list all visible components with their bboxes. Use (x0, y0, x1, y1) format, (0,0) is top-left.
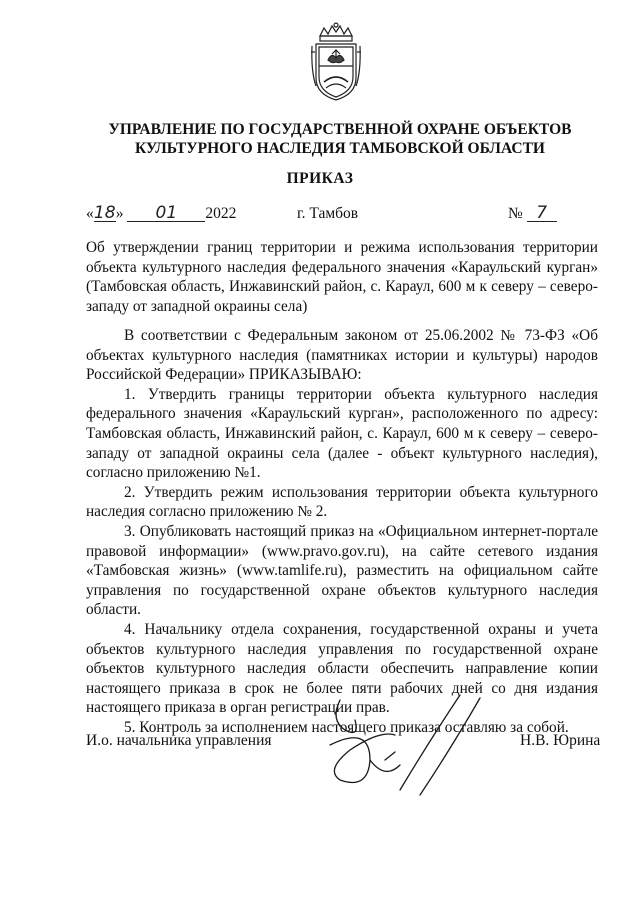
organization-name-line2: КУЛЬТУРНОГО НАСЛЕДИЯ ТАМБОВСКОЙ ОБЛАСТИ (135, 140, 545, 157)
preamble: В соответствии с Федеральным законом от 25.06.2002 № 73-ФЗ «Об объектах культурного наследия (памятниках истории и культуры) народов Российской Федерации» ПРИКАЗЫВАЮ: (86, 327, 598, 384)
document-date (86, 205, 236, 223)
date-quote-open: « (86, 205, 94, 222)
order-item-4: 4. Начальнику отдела сохранения, государственной охраны и учета объектов культурного наследия управления по государственной охране объектов культурного наследия области обеспечить направление копии настоящего приказа в срок не более пяти рабочих дней со дня издания настоящего приказа в орган регистрации прав. (86, 620, 598, 717)
document-number (508, 205, 557, 223)
signatory-position: И.о. начальника управления (86, 732, 272, 749)
order-item-1: 1. Утвердить границы территории объекта культурного наследия федерального значения «Караульский курган», расположенного по адресу: Тамбовская область, Инжавинский район, с. Караул, 600 м к северу – северо-западу от западной окраины села (далее - объект культурного наследия), согласно приложению №1. (86, 385, 598, 482)
date-year: 2022 (205, 205, 237, 222)
date-quote-close: » (115, 205, 124, 222)
document-city: г. Тамбов (297, 205, 359, 222)
document-type: ПРИКАЗ (286, 170, 354, 187)
order-item-5: 5. Контроль за исполнением настоящего приказа оставляю за собой. (124, 718, 569, 736)
signatory-name: Н.В. Юрина (520, 732, 601, 749)
date-month: 01 (127, 205, 205, 222)
tambov-coat-of-arms-icon (310, 22, 362, 104)
handwritten-signature (300, 690, 520, 800)
number-value: 7 (527, 205, 557, 222)
date-day: 18 (93, 203, 116, 223)
organization-name-line1: УПРАВЛЕНИЕ ПО ГОСУДАРСТВЕННОЙ ОХРАНЕ ОБЪЕКТОВ (108, 121, 572, 138)
order-item-2: 2. Утвердить режим использования территории объекта культурного наследия согласно приложению № 2. (86, 483, 598, 521)
number-sign: № (508, 205, 523, 222)
document-body (86, 326, 598, 737)
order-item-3: 3. Опубликовать настоящий приказ на «Официальном интернет-портале правовой информации» (www.pravo.gov.ru), на сайте сетевого издания «Тамбовская жизнь» (www.tamlife.ru), разместить на официальном сайте управления по государственной охране объектов культурного наследия области. (86, 522, 598, 619)
subject-text: Об утверждении границ территории и режима использования территории объекта культурного наследия федерального значения «Караульский курган» (Тамбовская область, Инжавинский район, с. Караул, 600 м к северу – северо-западу от западной окраины села) (86, 239, 598, 315)
document-subject (86, 238, 598, 316)
